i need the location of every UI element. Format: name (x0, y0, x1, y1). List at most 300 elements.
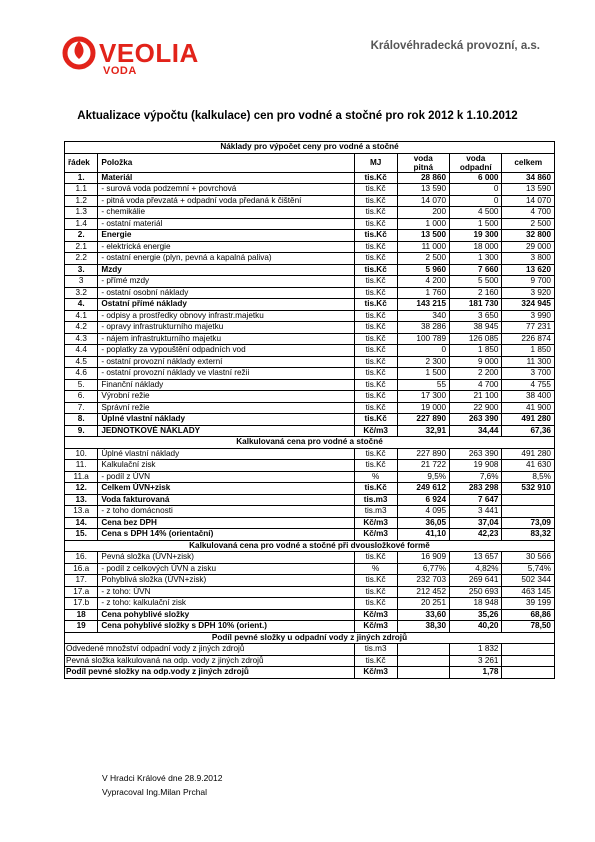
row-number: 11.a (65, 471, 98, 483)
row-celkem: 491 280 (502, 414, 555, 426)
table-row (65, 299, 555, 311)
row-celkem: 1 850 (502, 345, 555, 357)
document-title: Aktualizace výpočtu (kalkulace) cen pro vodné a stočné pro rok 2012 k 1.10.2012 (77, 110, 518, 122)
row-celkem (502, 667, 555, 679)
row-celkem: 2 500 (502, 218, 555, 230)
row-item: - z toho: kalkulační zisk (98, 598, 354, 610)
row-voda-odpadni: 269 641 (450, 575, 502, 587)
table-row (65, 195, 555, 207)
row-voda-pitna: 11 000 (397, 241, 449, 253)
row-voda-odpadni: 18 948 (450, 598, 502, 610)
header-mj: MJ (354, 153, 397, 172)
row-unit: tis.Kč (354, 598, 397, 610)
row-number: 5. (65, 379, 98, 391)
row-celkem (502, 506, 555, 518)
row-item: Správní režie (98, 402, 354, 414)
row-number: 11. (65, 460, 98, 472)
row-item: - odpisy a prostředky obnovy infrastr.majetku (98, 310, 354, 322)
row-celkem: 3 920 (502, 287, 555, 299)
row-unit: tis.Kč (354, 356, 397, 368)
row-voda-pitna: 1 760 (397, 287, 449, 299)
row-unit: tis.m3 (354, 494, 397, 506)
row-unit: tis.Kč (354, 333, 397, 345)
row-celkem: 77 231 (502, 322, 555, 334)
row-unit: tis.Kč (354, 172, 397, 184)
row-voda-odpadni: 181 730 (450, 299, 502, 311)
row-unit: tis.Kč (354, 184, 397, 196)
row-voda-pitna: 2 300 (397, 356, 449, 368)
table-row (65, 218, 555, 230)
row-voda-pitna: 16 909 (397, 552, 449, 564)
row-celkem: 34 860 (502, 172, 555, 184)
row-voda-odpadni: 126 085 (450, 333, 502, 345)
table-row (65, 287, 555, 299)
row-item: - nájem infrastrukturního majetku (98, 333, 354, 345)
row-voda-pitna: 2 500 (397, 253, 449, 265)
row-unit: tis.Kč (354, 345, 397, 357)
table-row (65, 586, 555, 598)
row-voda-pitna: 14 070 (397, 195, 449, 207)
row-voda-pitna: 9,5% (397, 471, 449, 483)
row-celkem: 502 344 (502, 575, 555, 587)
row-number: 10. (65, 448, 98, 460)
row-voda-pitna: 5 960 (397, 264, 449, 276)
row-number: 9. (65, 425, 98, 437)
row-voda-odpadni: 7 647 (450, 494, 502, 506)
row-item: Energie (98, 230, 354, 242)
row-item: Materiál (98, 172, 354, 184)
row-unit: Kč/m3 (354, 529, 397, 541)
row-celkem: 83,32 (502, 529, 555, 541)
row-voda-odpadni: 1 832 (450, 644, 502, 656)
header-voda-odpadni-l1: voda (466, 153, 486, 163)
row-item: - chemikálie (98, 207, 354, 219)
company-name: Královéhradecká provozní, a.s. (370, 40, 540, 52)
row-voda-odpadni: 7,6% (450, 471, 502, 483)
row-unit: tis.Kč (354, 322, 397, 334)
row-voda-odpadni: 1 300 (450, 253, 502, 265)
row-voda-odpadni: 3 441 (450, 506, 502, 518)
row-voda-pitna: 0 (397, 345, 449, 357)
row-item: Cena s DPH 14% (orientační) (98, 529, 354, 541)
row-item: - ostatní materiál (98, 218, 354, 230)
row-unit: tis.Kč (354, 207, 397, 219)
row-item: Pevná složka (ÚVN+zisk) (98, 552, 354, 564)
table-row (65, 379, 555, 391)
header-polozka: Položka (98, 153, 354, 172)
row-voda-pitna: 100 789 (397, 333, 449, 345)
row-number: 4.1 (65, 310, 98, 322)
row-voda-odpadni: 34,44 (450, 425, 502, 437)
row-number: 17.b (65, 598, 98, 610)
row-number: 3 (65, 276, 98, 288)
table-row (65, 241, 555, 253)
header-row (65, 153, 555, 172)
row-number: 17.a (65, 586, 98, 598)
row-celkem: 78,50 (502, 621, 555, 633)
row-number: 4.6 (65, 368, 98, 380)
row-number: 18 (65, 609, 98, 621)
logo-wordmark: VEOLIA (99, 38, 199, 68)
row-unit: tis.Kč (354, 253, 397, 265)
table-row (65, 310, 555, 322)
veolia-logo-icon (62, 36, 96, 70)
row-voda-pitna: 212 452 (397, 586, 449, 598)
row-voda-odpadni: 4 700 (450, 379, 502, 391)
row-unit: tis.m3 (354, 506, 397, 518)
row-item: Ostatní přímé náklady (98, 299, 354, 311)
section-heading: Kalkulovaná cena pro vodné a stočné při dvousložkové formě (65, 540, 555, 552)
row-item: Úplné vlastní náklady (98, 448, 354, 460)
table-row (65, 322, 555, 334)
row-voda-odpadni: 21 100 (450, 391, 502, 403)
table-row (65, 425, 555, 437)
row-unit: tis.Kč (354, 264, 397, 276)
row-item: Podíl pevné složky na odp.vody z jiných zdrojů (65, 667, 355, 679)
veolia-logo (62, 36, 222, 80)
row-voda-pitna: 13 590 (397, 184, 449, 196)
row-unit: Kč/m3 (354, 667, 397, 679)
row-number: 17. (65, 575, 98, 587)
row-item: Pevná složka kalkulovaná na odp. vody z jiných zdrojů (65, 655, 355, 667)
row-celkem: 4 755 (502, 379, 555, 391)
row-voda-pitna: 41,10 (397, 529, 449, 541)
table-row (65, 667, 555, 679)
row-celkem: 32 800 (502, 230, 555, 242)
row-celkem: 9 700 (502, 276, 555, 288)
footer-author: Vypracoval Ing.Milan Prchal (102, 787, 208, 797)
table-row (65, 563, 555, 575)
row-voda-pitna: 32,91 (397, 425, 449, 437)
table-row (65, 264, 555, 276)
row-item: - podíl z celkových ÚVN a zisku (98, 563, 354, 575)
row-voda-pitna: 6,77% (397, 563, 449, 575)
row-unit: tis.Kč (354, 310, 397, 322)
table-row (65, 230, 555, 242)
row-unit: tis.Kč (354, 655, 397, 667)
row-item: - ostatní osobní náklady (98, 287, 354, 299)
table-row (65, 598, 555, 610)
row-celkem (502, 494, 555, 506)
table-row (65, 609, 555, 621)
row-number: 6. (65, 391, 98, 403)
row-unit: tis.Kč (354, 218, 397, 230)
table-row (65, 333, 555, 345)
row-voda-pitna: 232 703 (397, 575, 449, 587)
table-row (65, 471, 555, 483)
row-voda-odpadni: 250 693 (450, 586, 502, 598)
row-number: 14. (65, 517, 98, 529)
row-unit: tis.Kč (354, 552, 397, 564)
row-voda-odpadni: 37,04 (450, 517, 502, 529)
logo-subtitle: VODA (103, 65, 137, 77)
table-row (65, 356, 555, 368)
table-row (65, 483, 555, 495)
row-celkem: 5,74% (502, 563, 555, 575)
row-celkem: 3 700 (502, 368, 555, 380)
row-voda-odpadni: 1 500 (450, 218, 502, 230)
row-number: 4.2 (65, 322, 98, 334)
row-celkem: 39 199 (502, 598, 555, 610)
row-item: - z toho: ÚVN (98, 586, 354, 598)
row-unit: tis.Kč (354, 379, 397, 391)
table-row (65, 172, 555, 184)
row-voda-odpadni: 4 500 (450, 207, 502, 219)
row-celkem: 463 145 (502, 586, 555, 598)
row-item: Celkem ÚVN+zisk (98, 483, 354, 495)
footer-date: V Hradci Králové dne 28.9.2012 (102, 773, 223, 783)
row-voda-pitna (397, 655, 449, 667)
row-celkem: 13 590 (502, 184, 555, 196)
table-row (65, 506, 555, 518)
section-heading: Kalkulovaná cena pro vodné a stočné (65, 437, 555, 449)
row-celkem: 67,36 (502, 425, 555, 437)
row-voda-odpadni: 263 390 (450, 414, 502, 426)
row-celkem: 491 280 (502, 448, 555, 460)
row-celkem: 73,09 (502, 517, 555, 529)
table-row (65, 621, 555, 633)
row-item: Úplné vlastní náklady (98, 414, 354, 426)
header-voda-pitna (397, 153, 449, 172)
row-number: 4. (65, 299, 98, 311)
row-number: 1.1 (65, 184, 98, 196)
row-voda-odpadni: 13 657 (450, 552, 502, 564)
row-number: 2.2 (65, 253, 98, 265)
row-voda-pitna: 20 251 (397, 598, 449, 610)
row-voda-odpadni: 1,78 (450, 667, 502, 679)
row-item: - z toho domácnosti (98, 506, 354, 518)
row-number: 1.2 (65, 195, 98, 207)
row-voda-odpadni: 35,26 (450, 609, 502, 621)
row-voda-pitna: 19 000 (397, 402, 449, 414)
row-unit: tis.Kč (354, 391, 397, 403)
row-unit: tis.Kč (354, 230, 397, 242)
row-number: 19 (65, 621, 98, 633)
row-unit: tis.Kč (354, 448, 397, 460)
table-row (65, 391, 555, 403)
row-number: 15. (65, 529, 98, 541)
section-heading: Náklady pro výpočet ceny pro vodné a stočné (65, 142, 555, 154)
row-voda-pitna: 36,05 (397, 517, 449, 529)
row-item: - surová voda podzemní + povrchová (98, 184, 354, 196)
row-unit: % (354, 471, 397, 483)
row-number: 2. (65, 230, 98, 242)
row-celkem (502, 655, 555, 667)
row-item: - ostatní provozní náklady ve vlastní režii (98, 368, 354, 380)
row-voda-odpadni: 3 261 (450, 655, 502, 667)
row-unit: tis.m3 (354, 644, 397, 656)
row-unit: % (354, 563, 397, 575)
row-voda-pitna: 1 500 (397, 368, 449, 380)
row-celkem: 8,5% (502, 471, 555, 483)
row-voda-pitna: 4 095 (397, 506, 449, 518)
row-voda-odpadni: 19 908 (450, 460, 502, 472)
table-row (65, 448, 555, 460)
row-voda-pitna: 200 (397, 207, 449, 219)
row-celkem: 41 900 (502, 402, 555, 414)
row-voda-odpadni: 42,23 (450, 529, 502, 541)
header-celkem: celkem (502, 153, 555, 172)
table-row (65, 184, 555, 196)
row-number: 13. (65, 494, 98, 506)
row-voda-odpadni: 19 300 (450, 230, 502, 242)
row-unit: tis.Kč (354, 575, 397, 587)
row-voda-pitna: 143 215 (397, 299, 449, 311)
table-row (65, 345, 555, 357)
row-unit: Kč/m3 (354, 621, 397, 633)
row-unit: tis.Kč (354, 241, 397, 253)
row-voda-odpadni: 2 160 (450, 287, 502, 299)
row-voda-odpadni: 5 500 (450, 276, 502, 288)
row-celkem: 4 700 (502, 207, 555, 219)
table-row (65, 529, 555, 541)
row-number: 12. (65, 483, 98, 495)
table-row (65, 575, 555, 587)
row-celkem: 38 400 (502, 391, 555, 403)
row-voda-pitna: 13 500 (397, 230, 449, 242)
row-item: Odvedené množství odpadní vody z jiných zdrojů (65, 644, 355, 656)
row-number: 1.4 (65, 218, 98, 230)
row-celkem (502, 644, 555, 656)
header-voda-pitna-l2: pitná (413, 162, 434, 172)
row-voda-odpadni: 40,20 (450, 621, 502, 633)
row-unit: tis.Kč (354, 414, 397, 426)
table-row (65, 460, 555, 472)
row-voda-pitna: 55 (397, 379, 449, 391)
row-voda-odpadni: 38 945 (450, 322, 502, 334)
table-row (65, 276, 555, 288)
row-unit: tis.Kč (354, 287, 397, 299)
row-voda-pitna: 38 286 (397, 322, 449, 334)
row-voda-pitna (397, 644, 449, 656)
row-voda-pitna: 21 722 (397, 460, 449, 472)
row-voda-odpadni: 283 298 (450, 483, 502, 495)
table-row (65, 494, 555, 506)
table-row (65, 517, 555, 529)
row-item: Mzdy (98, 264, 354, 276)
row-unit: tis.Kč (354, 299, 397, 311)
row-unit: tis.Kč (354, 195, 397, 207)
row-item: Cena pohyblivé složky s DPH 10% (orient.) (98, 621, 354, 633)
row-voda-pitna: 17 300 (397, 391, 449, 403)
table-row (65, 414, 555, 426)
row-item: - ostatní energie (plyn, pevná a kapalná paliva) (98, 253, 354, 265)
row-item: - opravy infrastrukturního majetku (98, 322, 354, 334)
row-voda-pitna: 227 890 (397, 448, 449, 460)
row-unit: Kč/m3 (354, 425, 397, 437)
row-number: 3.2 (65, 287, 98, 299)
row-number: 3. (65, 264, 98, 276)
row-item: Voda fakturovaná (98, 494, 354, 506)
row-item: Cena bez DPH (98, 517, 354, 529)
row-voda-odpadni: 0 (450, 195, 502, 207)
row-number: 4.3 (65, 333, 98, 345)
row-celkem: 30 566 (502, 552, 555, 564)
row-unit: Kč/m3 (354, 517, 397, 529)
header-voda-odpadni-l2: odpadní (459, 162, 492, 172)
row-unit: tis.Kč (354, 483, 397, 495)
row-voda-pitna: 6 924 (397, 494, 449, 506)
table-row (65, 552, 555, 564)
row-voda-odpadni: 18 000 (450, 241, 502, 253)
table-row (65, 207, 555, 219)
row-celkem: 29 000 (502, 241, 555, 253)
row-celkem: 532 910 (502, 483, 555, 495)
row-celkem: 13 620 (502, 264, 555, 276)
row-voda-pitna: 28 860 (397, 172, 449, 184)
row-voda-odpadni: 22 900 (450, 402, 502, 414)
row-item: Pohyblivá složka (ÚVN+zisk) (98, 575, 354, 587)
row-number: 16. (65, 552, 98, 564)
row-celkem: 68,86 (502, 609, 555, 621)
row-item: - přímé mzdy (98, 276, 354, 288)
row-voda-odpadni: 6 000 (450, 172, 502, 184)
row-item: - elektrická energie (98, 241, 354, 253)
row-voda-pitna: 249 612 (397, 483, 449, 495)
row-item: - poplatky za vypouštění odpadních vod (98, 345, 354, 357)
row-voda-pitna: 33,60 (397, 609, 449, 621)
row-item: - pitná voda převzatá + odpadní voda předaná k čištění (98, 195, 354, 207)
row-voda-odpadni: 4,82% (450, 563, 502, 575)
row-number: 1.3 (65, 207, 98, 219)
row-celkem: 324 945 (502, 299, 555, 311)
section-heading: Podíl pevné složky u odpadní vody z jiných zdrojů (65, 632, 555, 644)
row-number: 2.1 (65, 241, 98, 253)
row-voda-pitna: 4 200 (397, 276, 449, 288)
row-unit: tis.Kč (354, 460, 397, 472)
row-voda-odpadni: 1 850 (450, 345, 502, 357)
row-number: 8. (65, 414, 98, 426)
table-row (65, 402, 555, 414)
row-voda-odpadni: 9 000 (450, 356, 502, 368)
row-number: 16.a (65, 563, 98, 575)
row-unit: tis.Kč (354, 368, 397, 380)
row-celkem: 14 070 (502, 195, 555, 207)
row-voda-odpadni: 3 650 (450, 310, 502, 322)
row-voda-pitna: 1 000 (397, 218, 449, 230)
row-item: Kalkulační zisk (98, 460, 354, 472)
table-row (65, 655, 555, 667)
row-voda-pitna: 38,30 (397, 621, 449, 633)
row-unit: tis.Kč (354, 586, 397, 598)
row-celkem: 3 800 (502, 253, 555, 265)
header-voda-pitna-l1: voda (413, 153, 433, 163)
row-voda-odpadni: 263 390 (450, 448, 502, 460)
calculation-table (64, 141, 555, 679)
row-voda-odpadni: 0 (450, 184, 502, 196)
row-item: - ostatní provozní náklady externí (98, 356, 354, 368)
row-item: JEDNOTKOVÉ NÁKLADY (98, 425, 354, 437)
header-radek: řádek (65, 153, 98, 172)
row-celkem: 226 874 (502, 333, 555, 345)
row-unit: Kč/m3 (354, 609, 397, 621)
row-item: Výrobní režie (98, 391, 354, 403)
row-number: 7. (65, 402, 98, 414)
row-voda-pitna: 227 890 (397, 414, 449, 426)
row-number: 4.4 (65, 345, 98, 357)
row-voda-pitna (397, 667, 449, 679)
row-unit: tis.Kč (354, 402, 397, 414)
row-unit: tis.Kč (354, 276, 397, 288)
row-item: Finanční náklady (98, 379, 354, 391)
row-celkem: 11 300 (502, 356, 555, 368)
table-row (65, 368, 555, 380)
row-celkem: 3 990 (502, 310, 555, 322)
row-voda-odpadni: 2 200 (450, 368, 502, 380)
row-number: 1. (65, 172, 98, 184)
header-voda-odpadni (450, 153, 502, 172)
row-voda-pitna: 340 (397, 310, 449, 322)
